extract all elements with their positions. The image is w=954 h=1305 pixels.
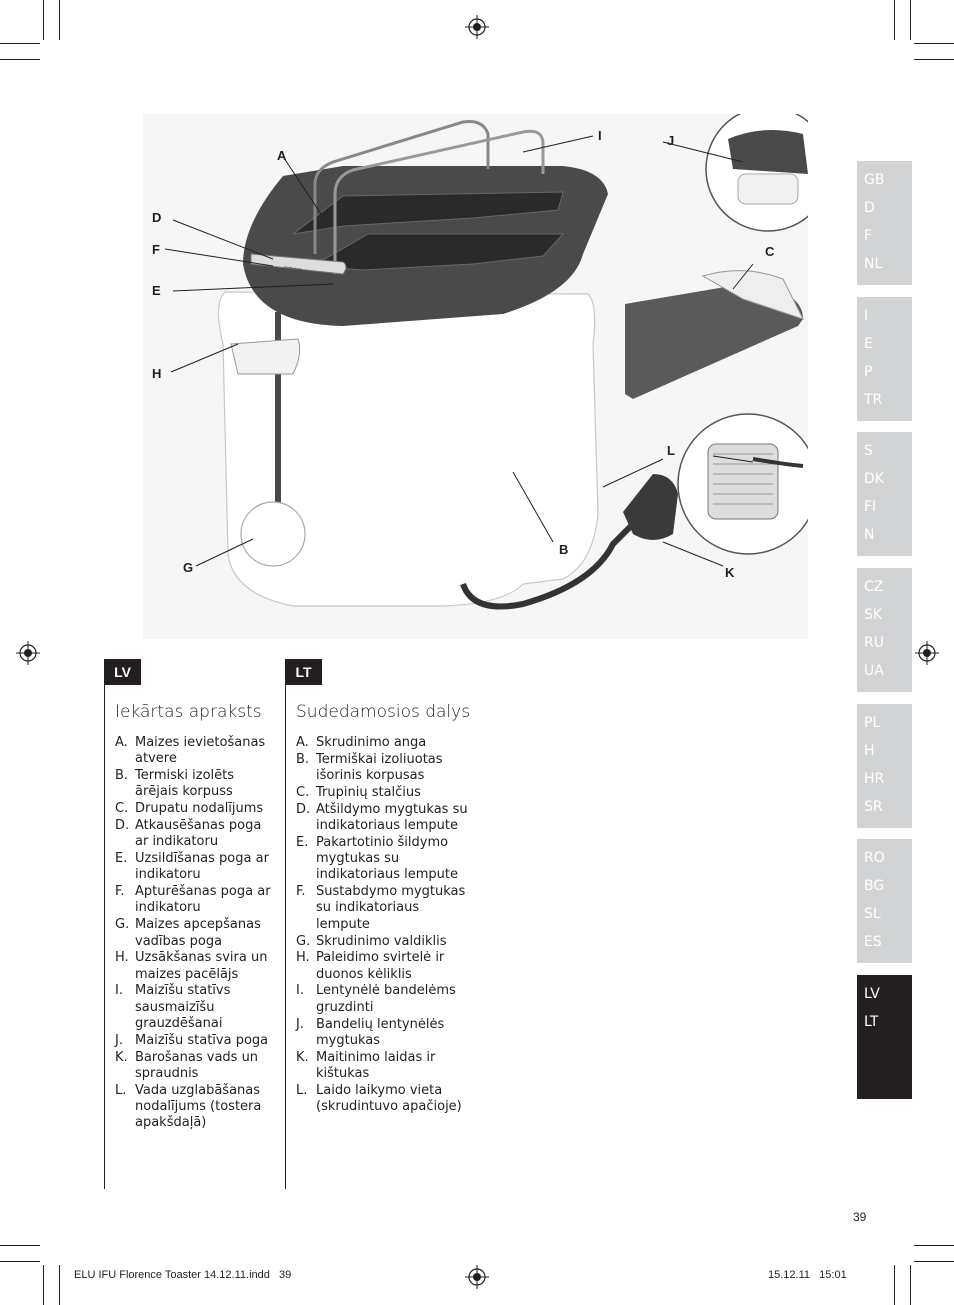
callout-k: K [725, 565, 735, 580]
item-text: Maitinimo laidas ir kištukas [316, 1049, 436, 1081]
list-item [296, 884, 468, 933]
item-text: Maizīšu statīvs sausmaizīšu grauzdēšanai [135, 983, 231, 1032]
item-letter: E. [296, 834, 309, 850]
list-item [296, 785, 468, 801]
language-code: RU [864, 635, 884, 651]
language-code: F [864, 228, 873, 244]
toaster-illustration [143, 114, 808, 639]
crop-mark [910, 1265, 911, 1305]
callout-f: F [152, 242, 160, 257]
item-text: Apturēšanas poga ar indikatoru [135, 884, 271, 916]
crop-mark [894, 0, 895, 40]
language-code: P [864, 364, 873, 380]
language-code: NL [864, 256, 883, 272]
column-divider [285, 685, 286, 1189]
item-letter: I. [115, 983, 123, 999]
item-letter: F. [115, 884, 125, 900]
item-letter: B. [115, 768, 129, 784]
item-text: Atkausēšanas poga ar indikatoru [135, 817, 262, 850]
language-tab-group [857, 432, 912, 556]
list-item [296, 735, 468, 751]
callout-e: E [152, 283, 161, 298]
item-letter: K. [115, 1049, 128, 1065]
language-tab-group [857, 161, 912, 285]
crop-mark [0, 1245, 40, 1246]
item-text: Termiškai izoliuotas išorinis korpusas [316, 751, 443, 784]
registration-mark-icon [915, 641, 939, 665]
callout-l: L [667, 443, 675, 458]
list-item [115, 801, 275, 817]
list-item [296, 1050, 468, 1083]
item-text: Uzsildīšanas poga ar indikatoru [135, 851, 269, 883]
registration-mark-icon [16, 641, 40, 665]
callout-b: B [559, 542, 569, 557]
browning-dial [241, 502, 305, 566]
item-letter: D. [115, 817, 130, 833]
language-code: SL [864, 906, 881, 922]
registration-mark-icon [465, 15, 489, 39]
item-text: Termiski izolēts ārējais korpuss [135, 768, 235, 800]
crop-mark [914, 1245, 954, 1246]
item-letter: B. [296, 751, 310, 767]
item-letter: J. [115, 1032, 123, 1048]
item-text: Bandelių lentynėlės mygtukas [316, 1016, 445, 1048]
language-tab-group [857, 568, 912, 692]
item-text: Pakartotinio šildymo mygtukas su indikatoriaus lempute [316, 834, 458, 883]
item-letter: L. [296, 1082, 308, 1098]
item-letter: A. [296, 735, 309, 750]
crop-mark [0, 59, 40, 60]
language-code: CZ [864, 579, 884, 595]
item-text: Barošanas vads un spraudnis [135, 1049, 259, 1081]
language-code: SK [864, 607, 883, 623]
crop-mark [914, 43, 954, 44]
language-code: PL [864, 715, 881, 731]
list-item [115, 1050, 275, 1083]
list-item [115, 818, 275, 851]
list-item [115, 768, 275, 801]
lv-section-title: Iekārtas apraksts [115, 702, 262, 722]
page-number: 39 [853, 1210, 867, 1224]
crop-mark [59, 0, 60, 40]
stop-button-label: STOP [282, 266, 303, 276]
item-letter: G. [296, 933, 311, 949]
item-letter: H. [115, 950, 129, 966]
crop-mark [0, 1261, 40, 1262]
list-item [296, 950, 468, 983]
language-code: ES [864, 934, 882, 950]
item-letter: C. [296, 784, 310, 800]
list-item [115, 950, 275, 983]
language-code: BG [864, 878, 885, 894]
item-text: Sustabdymo mygtukas su indikatoriaus lempute [316, 884, 466, 932]
item-letter: F. [296, 884, 306, 900]
lt-section-title: Sudedamosios dalys [296, 702, 471, 722]
crop-mark [43, 1265, 44, 1305]
language-tab-group [857, 704, 912, 828]
crop-mark [914, 1261, 954, 1262]
item-text: Trupinių stalčius [316, 784, 421, 800]
list-item [115, 1033, 275, 1049]
callout-h: H [152, 366, 162, 381]
language-code: SR [864, 799, 883, 815]
language-code: H [864, 743, 875, 759]
callout-j: J [667, 133, 675, 148]
callout-d: D [152, 210, 162, 225]
footer-date: 15.12.11 15:01 [768, 1269, 847, 1281]
crop-mark [43, 0, 44, 40]
callout-g: G [183, 560, 194, 575]
list-item [296, 1083, 468, 1116]
language-code: GB [864, 172, 885, 188]
language-code: TR [864, 392, 883, 408]
item-text: Atšildymo mygtukas su indikatoriaus lempute [316, 801, 468, 833]
item-letter: G. [115, 917, 130, 933]
registration-mark-icon [465, 1265, 489, 1289]
item-text: Lentynėlė bandelėms gruzdinti [316, 983, 456, 1015]
list-item [115, 983, 275, 1032]
callout-c: C [765, 244, 775, 259]
item-text: Skrudinimo valdiklis [316, 933, 447, 949]
crop-mark [0, 43, 40, 44]
item-text: Drupatu nodalījums [135, 801, 264, 817]
list-item [296, 752, 468, 785]
language-code: DK [864, 471, 884, 487]
language-code: N [864, 527, 875, 543]
list-item [115, 884, 275, 917]
footer-file-name: ELU IFU Florence Toaster 14.12.11.indd 39 [74, 1269, 292, 1281]
lt-parts-list [296, 735, 468, 1116]
language-tab-group [857, 297, 912, 421]
language-code: D [864, 200, 875, 216]
item-letter: C. [115, 801, 129, 817]
language-code: UA [864, 663, 884, 679]
item-text: Uzsākšanas svira un maizes pacēlājs [135, 950, 268, 982]
item-text: Maizes ievietošanas atvere [135, 735, 266, 767]
lv-language-tag: LV [104, 659, 141, 685]
language-tab-group-active [857, 975, 912, 1099]
list-item [296, 983, 468, 1016]
plug [623, 474, 678, 540]
item-letter: K. [296, 1049, 309, 1065]
list-item [115, 917, 275, 950]
list-item [296, 835, 468, 884]
item-letter: I. [296, 983, 304, 999]
crop-mark [894, 1265, 895, 1305]
item-text: Maizes apcepšanas vadības poga [135, 917, 261, 949]
crop-mark [910, 0, 911, 40]
language-code: FI [864, 499, 877, 515]
item-text: Paleidimo svirtelė ir duonos kėliklis [316, 950, 445, 982]
crop-mark [59, 1265, 60, 1305]
item-letter: L. [115, 1082, 127, 1098]
language-code: I [864, 308, 869, 324]
list-item [115, 1083, 275, 1132]
lever [231, 339, 300, 374]
lt-language-tag: LT [285, 659, 322, 685]
language-code: RO [864, 850, 885, 866]
item-letter: H. [296, 950, 310, 966]
list-item [296, 1017, 468, 1050]
list-item [296, 934, 468, 950]
language-tab-group [857, 839, 912, 963]
item-text: Maizīšu statīva poga [135, 1032, 269, 1048]
language-code: LT [864, 1014, 879, 1030]
callout-i: I [598, 128, 602, 143]
language-code: S [864, 443, 873, 459]
language-code: E [864, 336, 873, 352]
column-divider [104, 685, 105, 1189]
callout-a: A [277, 148, 287, 163]
language-code: HR [864, 771, 885, 787]
language-code: LV [864, 986, 880, 1002]
item-text: Skrudinimo anga [316, 735, 427, 750]
list-item [296, 802, 468, 835]
item-letter: E. [115, 851, 128, 867]
crop-mark [914, 59, 954, 60]
item-text: Laido laikymo vieta (skrudintuvo apačioje) [316, 1082, 462, 1115]
list-item [115, 735, 275, 768]
item-letter: A. [115, 735, 128, 750]
lv-parts-list [115, 735, 275, 1132]
item-text: Vada uzglabāšanas nodalījums (tostera apakšdaļā) [135, 1082, 262, 1131]
item-letter: D. [296, 801, 311, 817]
item-letter: J. [296, 1016, 304, 1032]
list-item [115, 851, 275, 884]
